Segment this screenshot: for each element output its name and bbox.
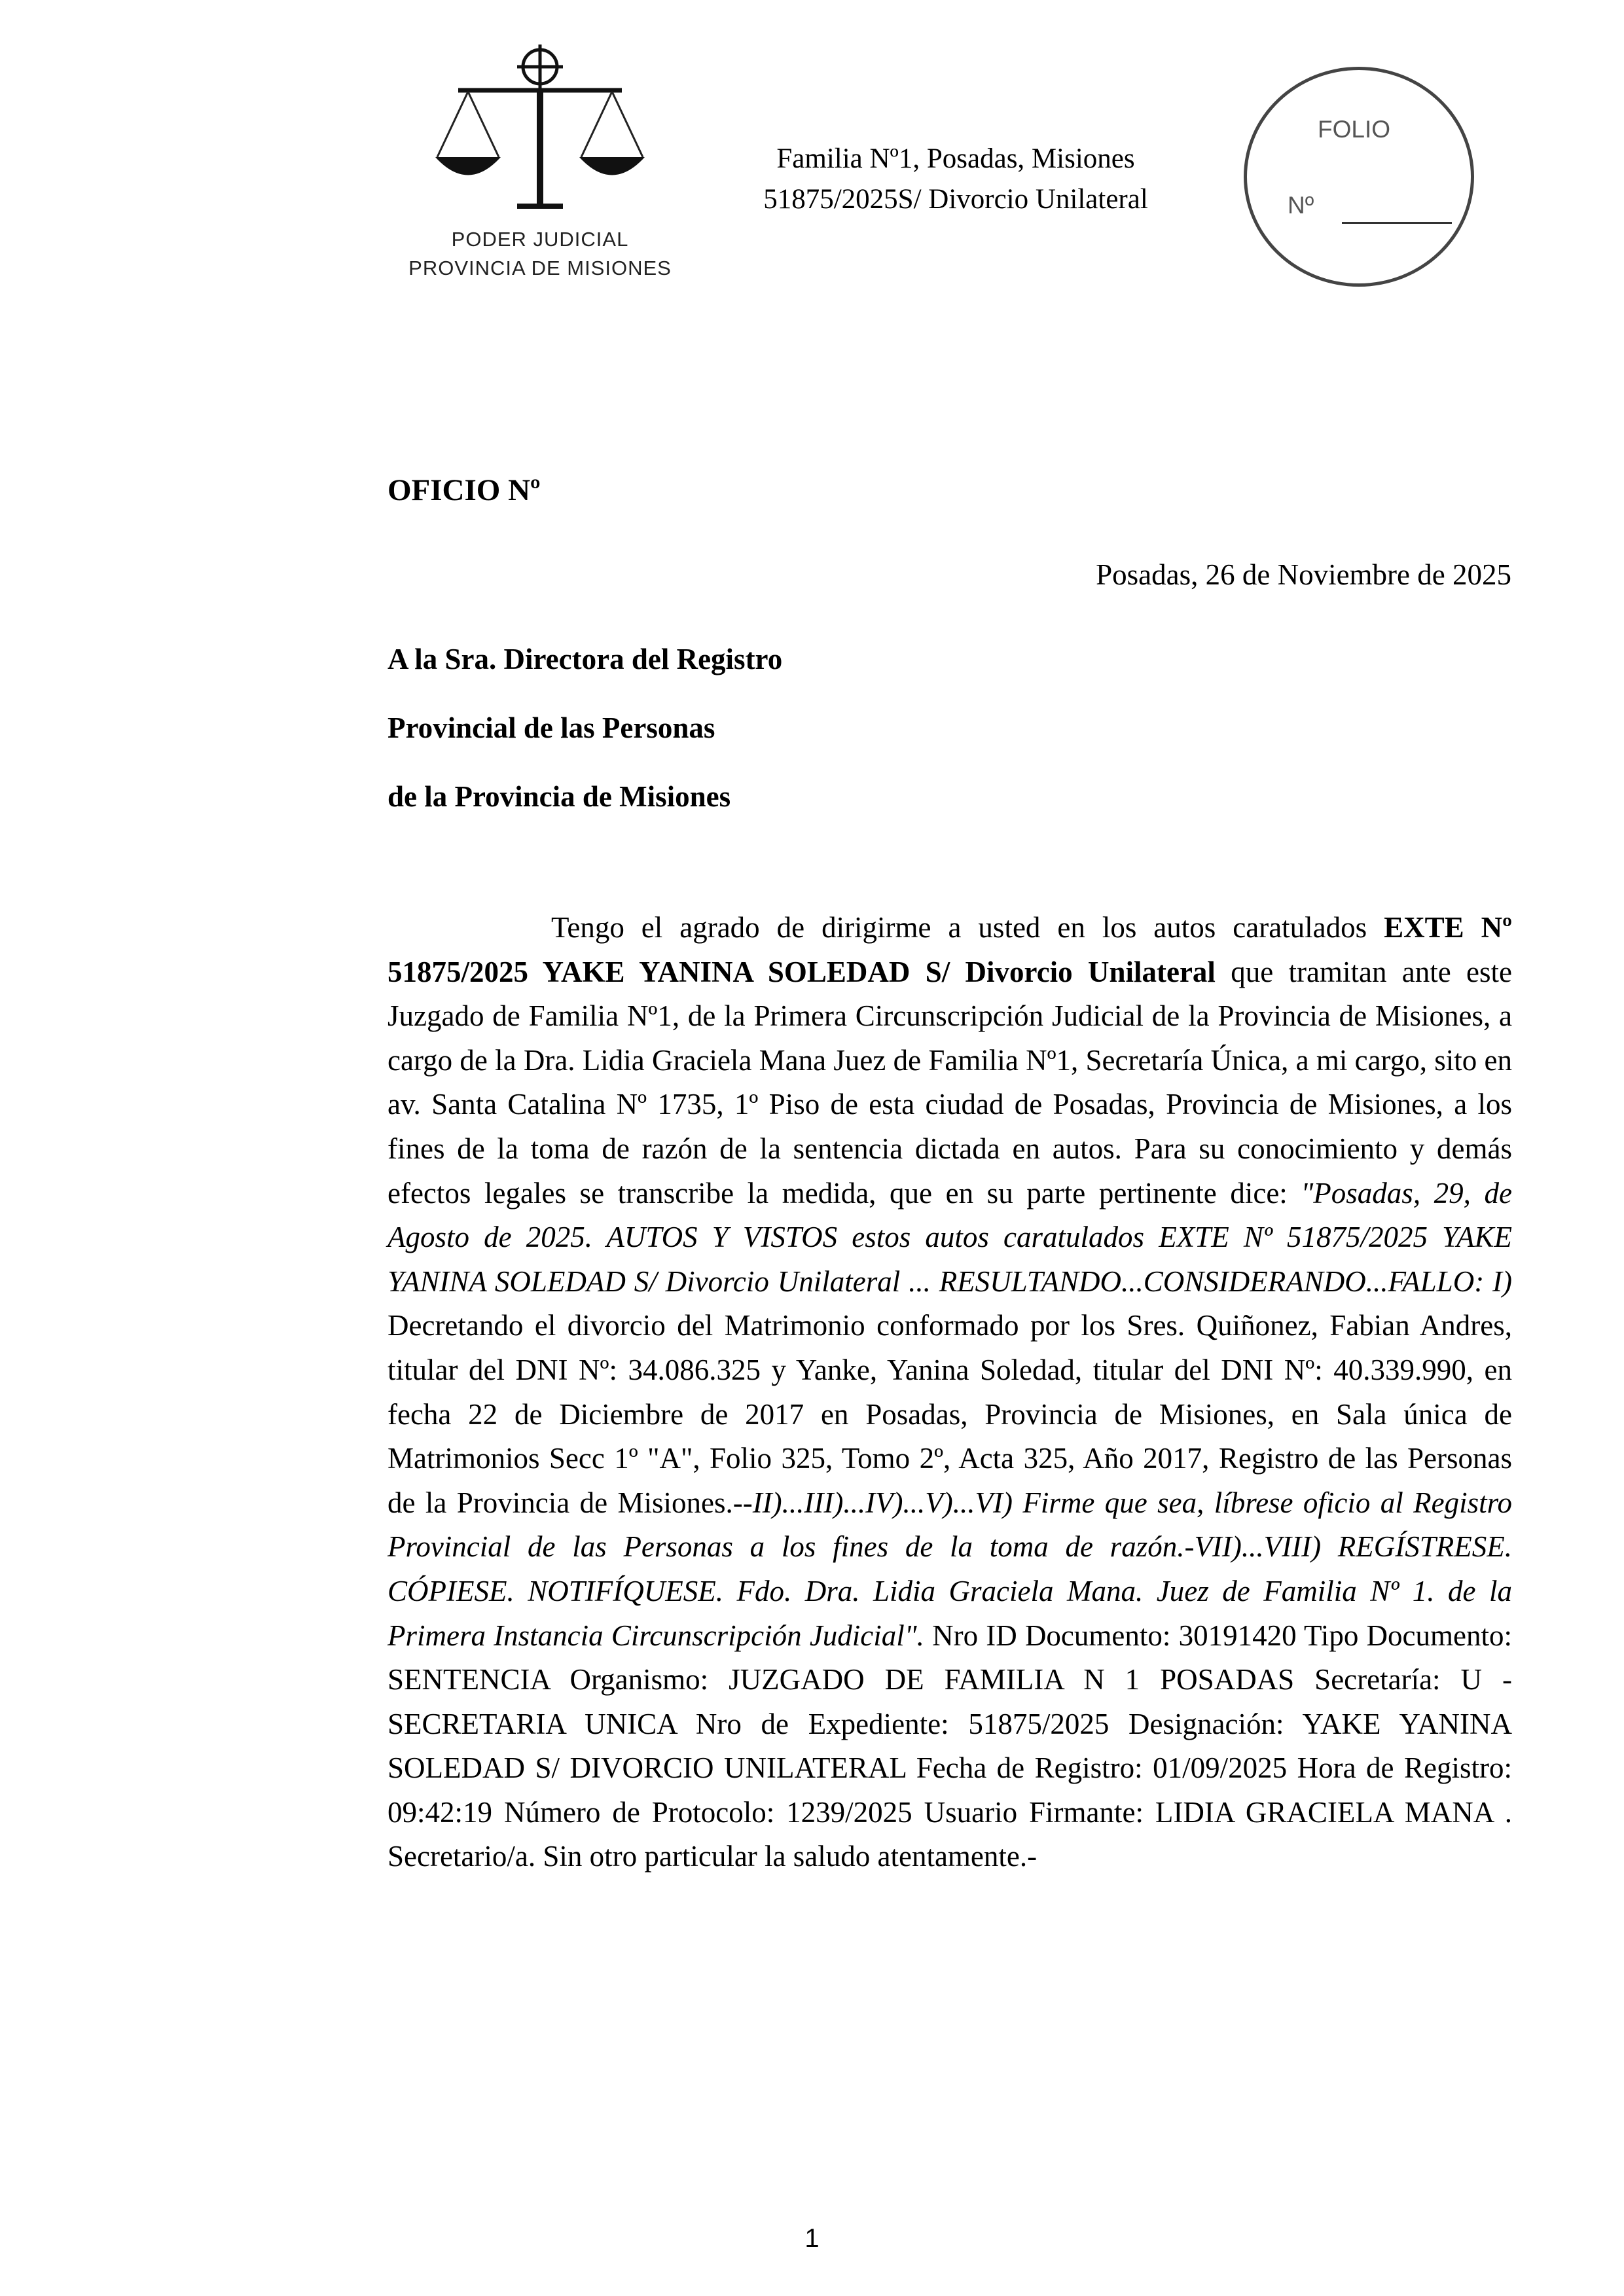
body-text-metadata: Nro ID Documento: 30191420 Tipo Documento: SENTENCIA Organismo: JUZGADO DE FAMILIA N 1 POSADAS Secretaría: U - SECRETARIA UNICA Nro de Expediente: 51875/2025 Designación: YAKE YANINA SOLEDAD S/ DIVORCIO UNILATERAL Fecha de Registro: 01/09/2025 Hora de Registro: 09:42:19 Número de Protocolo: 1239/2025 Usuario Firmante: LIDIA GRACIELA MANA . Secretario/a. Sin otro particular la saludo atentamente.- bbox=[388, 1619, 1512, 1873]
body-text-court: que tramitan ante este Juzgado de Familia Nº1, de la Primera Circunscripción Judicial de la Provincia de Misiones, a cargo de la Dra. Lidia Graciela Mana Juez de Familia Nº1, Secretaría Única, a mi cargo, sito en av. Santa Catalina Nº 1735, 1º Piso de esta ciudad de Posadas, Provincia de Misiones, a los fines de la toma de razón de la sentencia dictada en autos. Para su conocimiento y demás efectos legales se transcribe la medida, que en su parte pertinente dice: bbox=[388, 955, 1512, 1210]
document-date: Posadas, 26 de Noviembre de 2025 bbox=[1096, 558, 1511, 591]
body-quote-part-1: "Posadas, 29, de Agosto de 2025. AUTOS Y VISTOS estos autos caratulados EXTE Nº 51875/2025 YAKE YANINA SOLEDAD S/ Divorcio Unilateral ... RESULTANDO...CONSIDERANDO...FALLO: I) bbox=[388, 1176, 1512, 1298]
addressee-line-2: Provincial de las Personas bbox=[388, 711, 715, 744]
body-paragraph bbox=[388, 906, 1512, 1879]
folio-stamp bbox=[1244, 67, 1474, 287]
addressee-line-3: de la Provincia de Misiones bbox=[388, 780, 731, 813]
page-number: 1 bbox=[804, 2224, 820, 2253]
folio-title: FOLIO bbox=[1318, 116, 1391, 143]
logo-text-line-2: PROVINCIA DE MISIONES bbox=[408, 257, 672, 279]
body-case-title: EXTE Nº 51875/2025 YAKE YANINA SOLEDAD S/ Divorcio Unilateral bbox=[388, 911, 1513, 988]
addressee-block bbox=[388, 625, 782, 831]
body-text-intro: Tengo el agrado de dirigirme a usted en los autos caratulados bbox=[551, 911, 1384, 944]
oficio-title: OFICIO Nº bbox=[388, 473, 541, 507]
scales-of-justice-icon bbox=[432, 39, 648, 223]
header-line-1: Familia Nº1, Posadas, Misiones bbox=[776, 143, 1135, 174]
header-line-2: 51875/2025S/ Divorcio Unilateral bbox=[763, 184, 1148, 215]
folio-number-blank bbox=[1342, 222, 1452, 224]
logo-text-line-1: PODER JUDICIAL bbox=[451, 228, 629, 251]
body-text-decree: Decretando el divorcio del Matrimonio conformado por los Sres. Quiñonez, Fabian Andres, titular del DNI Nº: 34.086.325 y Yanke, Yanina Soledad, titular del DNI Nº: 40.339.990, en fecha 22 de Diciembre de 2017 en Posadas, Provincia de Misiones, en Sala única de Matrimonios Secc 1º "A", Folio 325, Tomo 2º, Acta 325, Año 2017, Registro de las Personas de la Provincia de Misiones.-- bbox=[388, 1309, 1512, 1519]
folio-number-label: Nº bbox=[1288, 192, 1314, 219]
addressee-line-1: A la Sra. Directora del Registro bbox=[388, 643, 783, 675]
case-header bbox=[687, 139, 1224, 220]
body-quote-part-2: II)...III)...IV)...V)...VI) Firme que sea, líbrese oficio al Registro Provincial de las Personas a los fines de la toma de razón.-VII)...VIII) REGÍSTRESE. CÓPIESE. NOTIFÍQUESE. Fdo. Dra. Lidia Graciela Mana. Juez de Familia Nº 1. de la Primera Instancia Circunscripción Judicial". bbox=[388, 1486, 1512, 1652]
poder-judicial-logo bbox=[403, 39, 677, 288]
